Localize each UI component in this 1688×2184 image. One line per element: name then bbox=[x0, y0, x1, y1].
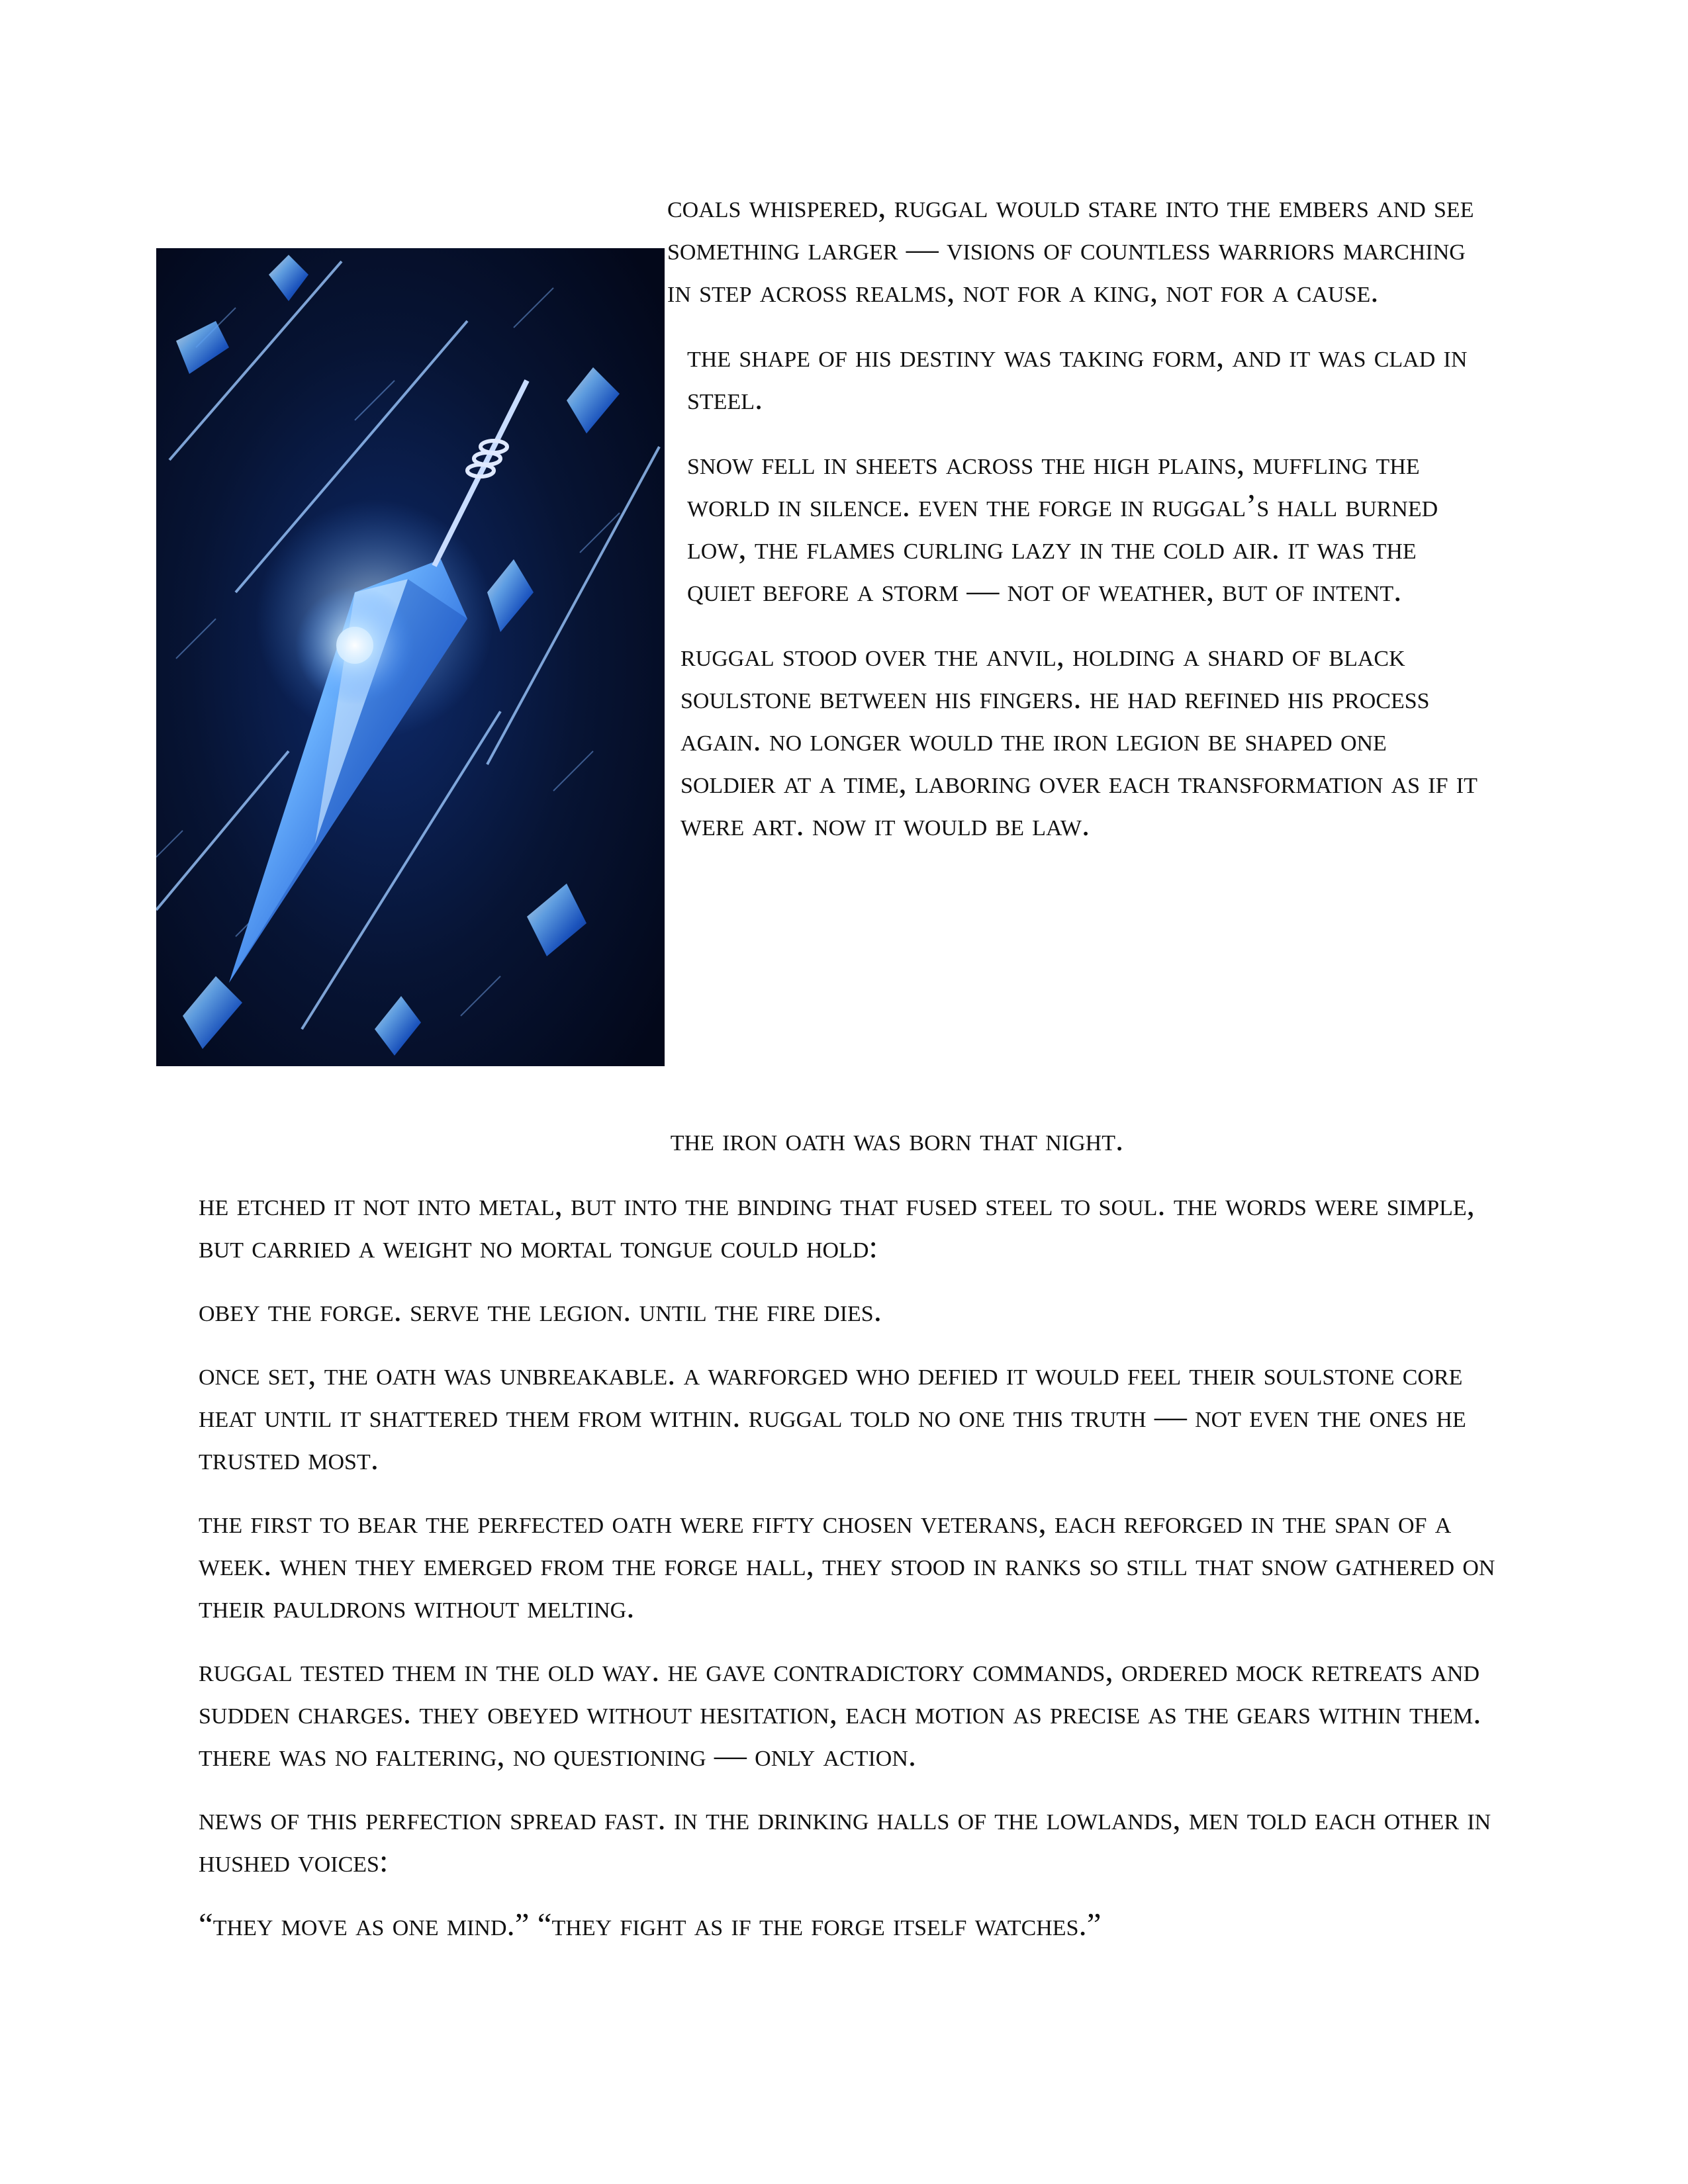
paragraph-coals-whispered: coals whispered, ruggal would stare into the embers and see something larger — visions of countless warriors marching in step across realms, not for a king, not for a cause. bbox=[667, 188, 1474, 309]
paragraph-shape-of-destiny: the shape of his destiny was taking form, and it was clad in steel. bbox=[687, 338, 1468, 416]
iron-oath-heading-line: the iron oath was born that night. bbox=[670, 1121, 1124, 1158]
paragraph-news-spread: news of this perfection spread fast. in the drinking halls of the lowlands, men told each other in hushed voices: bbox=[199, 1800, 1491, 1879]
paragraph-first-to-bear: the first to bear the perfected oath were fifty chosen veterans, each reforged in the span of a week. when they emerged from the forge hall, they stood in ranks so still that snow gathered on their pauldrons without melting. bbox=[199, 1504, 1495, 1625]
paragraph-snow-fell: snow fell in sheets across the high plains, muffling the world in silence. even the forge in ruggal’s hall burned low, the flames curling lazy in the cold air. it was the quiet before a storm — not of weather, but of intent. bbox=[687, 445, 1438, 608]
paragraph-oath-words: obey the forge. serve the legion. until the fire dies. bbox=[199, 1292, 882, 1328]
paragraph-unbreakable: once set, the oath was unbreakable. a warforged who defied it would feel their soulstone core heat until it shattered them from within. ruggal told no one this truth — not even the ones he trusted most. bbox=[199, 1355, 1466, 1477]
paragraph-etched: he etched it not into metal, but into the binding that fused steel to soul. the words were simple, but carried a weight no mortal tongue could hold: bbox=[199, 1186, 1475, 1265]
bottom-text-column bbox=[199, 1183, 1523, 1967]
paragraph-tested: ruggal tested them in the old way. he gave contradictory commands, ordered mock retreats and sudden charges. they obeyed without hesitation, each motion as precise as the gears within them. there was no faltering, no questioning — only action. bbox=[199, 1652, 1481, 1773]
paragraph-ruggal-anvil: ruggal stood over the anvil, holding a shard of black soulstone between his fingers. he had refined his process again. no longer would the iron legion be shaped one soldier at a time, laboring over each transformation as if it were art. now it would be law. bbox=[680, 637, 1477, 842]
crystal-spears-image bbox=[156, 248, 665, 1066]
crystal-shard-icon bbox=[156, 248, 665, 1066]
top-text-column bbox=[667, 185, 1481, 868]
paragraph-quotes: “they move as one mind.” “they fight as if the forge itself watches.” bbox=[199, 1906, 1102, 1942]
